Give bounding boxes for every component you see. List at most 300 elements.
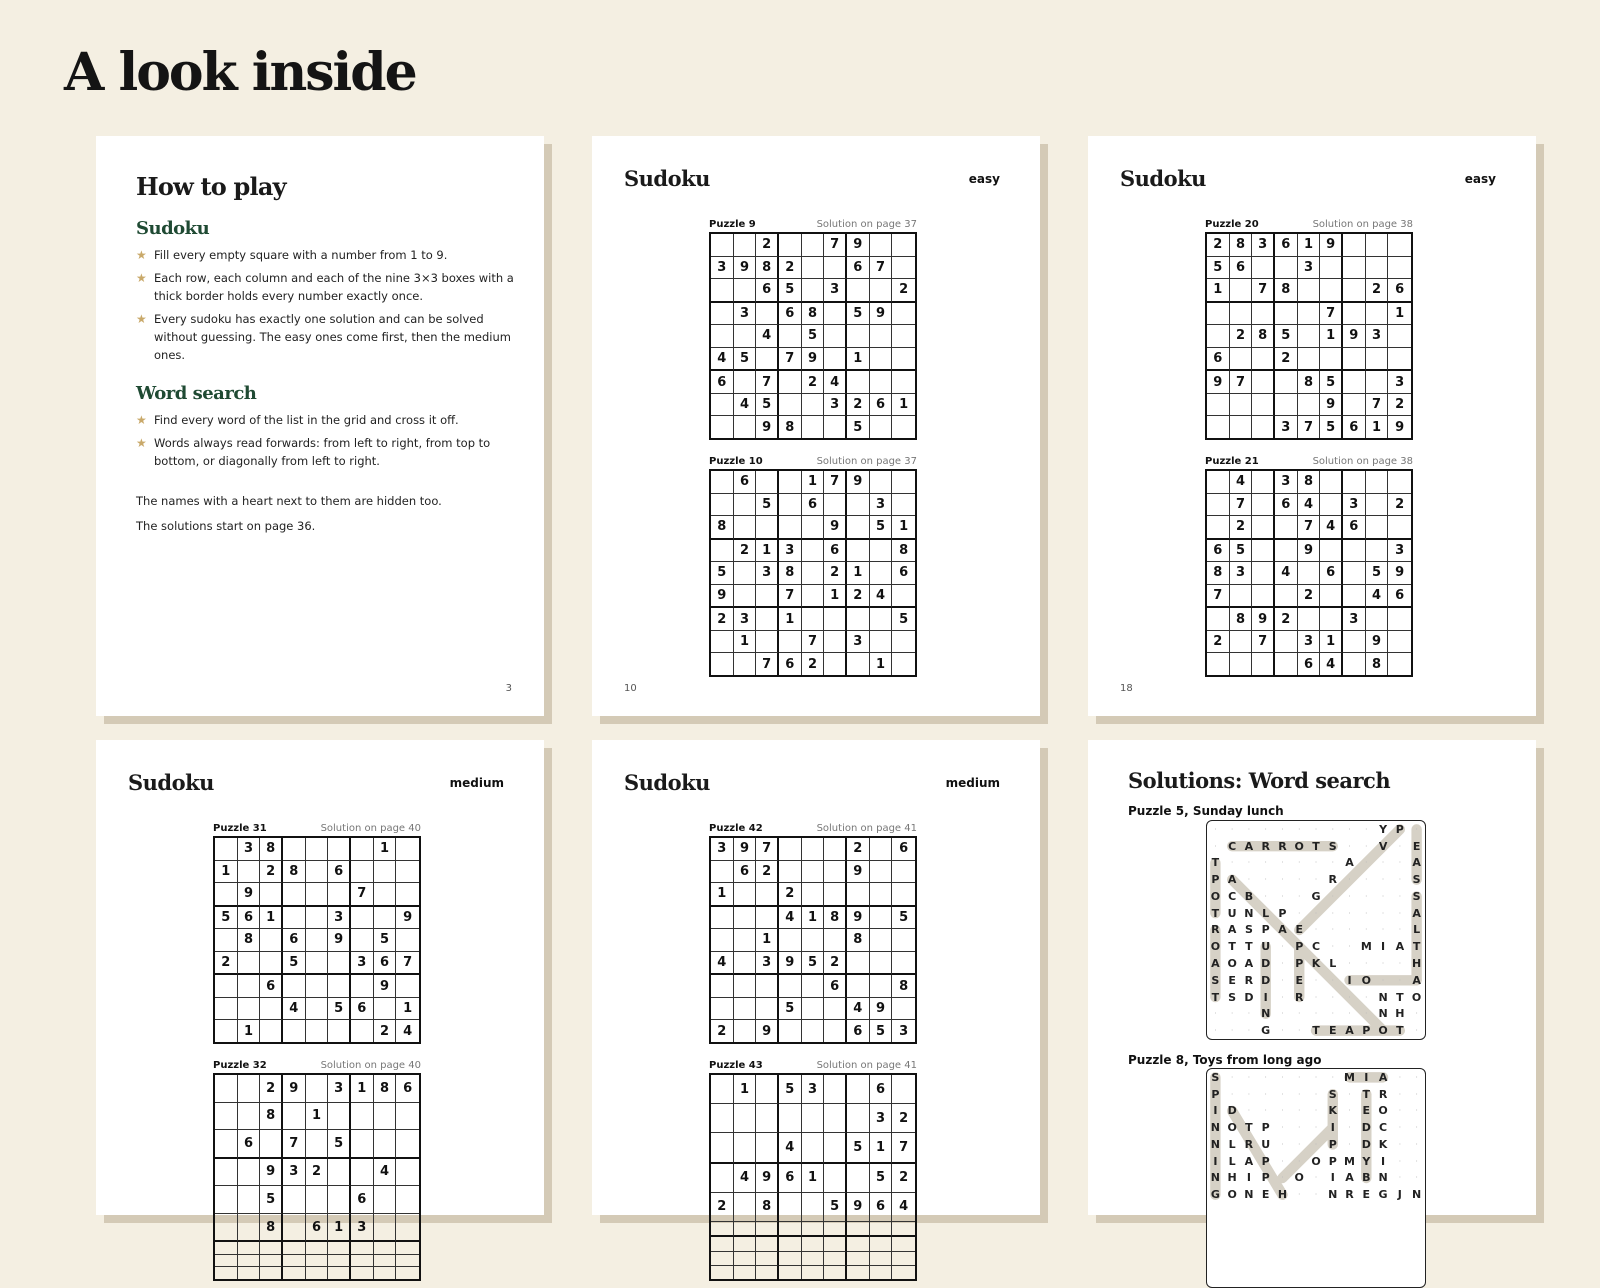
sudoku-cell: 2 [824,952,847,976]
rule-text: Fill every empty square with a number from 1 to 9. [154,248,448,262]
word-search-cell: · [1230,1089,1234,1099]
sudoku-cell [847,371,870,394]
puzzle-header [709,1055,917,1071]
sudoku-cell [374,1103,397,1131]
sudoku-cell [1275,653,1298,675]
sudoku-cell [1252,585,1275,609]
sudoku-cell: 7 [1252,279,1275,303]
word-search-cell: A [1227,923,1237,937]
sudoku-cell [374,1130,397,1159]
sudoku-cell [1388,234,1411,257]
sudoku-cell [756,907,779,930]
word-search-cell: · [1230,1072,1234,1082]
sudoku-cell: 1 [870,653,893,675]
word-search-cell: · [1398,975,1402,985]
sudoku-cell: 7 [824,471,847,494]
sudoku-cell: 1 [1207,279,1230,303]
sudoku-cell [1320,585,1343,609]
word-search-cell: O [1361,973,1371,987]
word-search-cell: · [1264,1106,1267,1116]
word-search-cell: · [1381,891,1385,901]
page-how-to-play [96,136,544,716]
difficulty-label: easy [1464,172,1496,186]
sudoku-cell [802,1237,825,1251]
sudoku-cell: 4 [779,907,802,930]
sudoku-cell: 4 [734,394,757,417]
word-search-cell: R [1244,973,1254,987]
sudoku-cell: 8 [374,1075,397,1103]
sudoku-cell [802,608,825,631]
sudoku-cell [306,1255,329,1268]
rule-item [136,310,516,364]
solution-reference: Solution on page 40 [320,823,421,834]
sudoku-cell [734,1193,757,1222]
sudoku-cell: 8 [238,929,261,952]
sudoku-cell: 1 [779,608,802,631]
sudoku-cell [734,975,757,998]
sudoku-cell [1298,348,1321,372]
word-search-cell: T [1228,940,1236,954]
sudoku-cell: 7 [1207,585,1230,609]
word-search-cell: E [1362,1188,1371,1202]
sudoku-cell: 9 [1395,419,1405,435]
sudoku-cell: 8 [283,861,306,884]
sudoku-cell [1298,279,1321,303]
word-search-cell: L [1228,1154,1236,1168]
sudoku-cell [283,1255,306,1268]
word-search-cell: · [1214,824,1217,834]
word-search-cell: · [1281,975,1284,985]
sudoku-cell: 9 [847,471,870,494]
sudoku-cell [306,998,329,1021]
solution-reference: Solution on page 41 [816,1060,917,1071]
sudoku-cell: 2 [756,861,779,884]
sudoku-cell [756,1252,779,1266]
sudoku-cell: 6 [779,1164,802,1193]
sudoku-grid [709,1073,917,1281]
sudoku-cell [734,907,757,930]
puzzle-label: Puzzle 20 [1205,219,1259,230]
sudoku-cell [260,1267,283,1279]
sudoku-cell [802,1266,825,1279]
sudoku-cell [892,494,915,517]
sudoku-cell [1275,516,1298,540]
sudoku-cell [215,929,238,952]
sudoku-cell [283,1267,306,1279]
word-search-cell: P [1211,873,1220,887]
word-search-cell: · [1297,1190,1301,1200]
sudoku-cell [892,325,915,348]
word-search-cell: L [1413,923,1421,937]
sudoku-cell: 4 [756,325,779,348]
sudoku-cell: 8 [260,838,283,861]
sudoku-cell: 3 [1343,494,1366,517]
sudoku-cell: 6 [351,998,374,1021]
sudoku-cell [711,907,734,930]
word-search-cell: N [1210,1171,1220,1185]
word-search-cell: · [1297,1089,1301,1099]
word-search-cell: I [1347,973,1352,987]
sudoku-cell [779,838,802,861]
word-search-cell: N [1378,1171,1388,1185]
difficulty-label: medium [449,776,504,790]
sudoku-cell: 2 [711,1020,734,1042]
sudoku-cell [374,883,397,907]
sudoku-cell: 9 [870,998,893,1021]
sudoku-cell [1252,348,1275,372]
word-search-cell: S [1244,923,1253,937]
sudoku-cell [1320,257,1343,280]
word-search-cell: · [1314,1173,1318,1183]
sudoku-cell: 2 [1275,348,1298,372]
word-search-cell: · [1281,1089,1284,1099]
word-search-cell: O [1294,1171,1304,1185]
page-title: Sudoku [1120,166,1206,191]
sudoku-cell [1388,325,1411,348]
sudoku-cell [374,1242,397,1255]
word-search-cell: · [1230,824,1234,834]
sudoku-cell [283,907,306,930]
sudoku-cell [870,416,893,438]
sudoku-cell: 6 [892,838,915,861]
sudoku-cell: 5 [892,608,915,631]
sudoku-cell [824,325,847,348]
sudoku-cell [847,883,870,907]
sudoku-cell [870,279,893,303]
word-search-cell: · [1398,875,1402,885]
sudoku-cell [779,631,802,654]
sudoku-cell: 4 [1366,585,1389,609]
sudoku-cell: 5 [892,907,915,930]
sudoku-cell [1252,257,1275,280]
sudoku-cell: 9 [283,1075,306,1103]
sudoku-cell: 2 [756,234,779,257]
word-search-cell: · [1281,942,1284,952]
word-search-cell: E [1295,923,1303,937]
sudoku-cell [756,883,779,907]
sudoku-cell [1275,540,1298,563]
sudoku-rules-list [136,246,516,369]
word-search-cell: N [1244,1188,1254,1202]
sudoku-cell: 1 [756,540,779,563]
sudoku-cell: 3 [847,631,870,654]
word-search-cell: A [1244,839,1254,853]
sudoku-cell: 5 [711,562,734,585]
word-search-cell: C [1379,1121,1388,1135]
sudoku-cell [1320,608,1343,631]
sudoku-cell [1252,371,1275,394]
sudoku-cell: 3 [779,540,802,563]
word-search-cell: I [1213,1104,1218,1118]
sudoku-cell [711,1133,734,1163]
solution-reference: Solution on page 37 [816,219,917,230]
sudoku-cell [756,1237,779,1251]
sudoku-cell [711,653,734,675]
solutions-note: The solutions start on page 36. [136,519,316,533]
sudoku-cell: 9 [756,1020,779,1042]
sudoku-cell: 8 [1207,562,1230,585]
sudoku-cell [734,371,757,394]
sudoku-cell [1388,516,1411,540]
sudoku-cell: 2 [260,861,283,884]
sudoku-cell [756,1222,779,1237]
sudoku-cell: 9 [1320,234,1343,257]
word-search-cell: D [1361,1137,1371,1151]
sudoku-cell [734,1222,757,1237]
sudoku-cell: 7 [1366,394,1389,417]
word-search-cell: A [1412,973,1421,987]
sudoku-cell: 1 [802,1164,825,1193]
sudoku-cell [779,516,802,540]
word-search-cell: · [1314,1139,1318,1149]
sudoku-cell [870,471,893,494]
sudoku-cell: 4 [847,998,870,1021]
sudoku-cell [1275,371,1298,394]
word-search-cell: · [1365,824,1368,834]
sudoku-cell [396,1267,419,1279]
sudoku-cell [238,1159,261,1187]
sudoku-cell [734,952,757,976]
word-search-cell: P [1362,1024,1371,1038]
word-search-cell: R [1244,1137,1254,1151]
sudoku-cell: 2 [1207,631,1230,654]
word-search-cell: U [1261,940,1271,954]
word-search-cell: V [1378,839,1388,853]
sudoku-cell [756,975,779,998]
word-search-cell: · [1314,875,1318,885]
word-search-cell: · [1264,891,1267,901]
sudoku-cell: 5 [779,1075,802,1104]
word-search-cell: R [1328,873,1337,887]
sudoku-cell: 6 [870,394,893,417]
sudoku-cell [1230,279,1253,303]
word-search-cell: G [1261,1024,1271,1038]
sudoku-cell [847,1252,870,1266]
word-search-cell: I [1381,1154,1386,1168]
word-search-cell: · [1331,824,1335,834]
sudoku-cell [779,1266,802,1279]
sudoku-cell: 9 [847,861,870,884]
sudoku-cell [1366,257,1389,280]
sudoku-cell: 5 [756,394,779,417]
sudoku-cell [1207,416,1230,438]
word-search-label: Puzzle 5, Sunday lunch [1128,804,1284,818]
sudoku-cell: 6 [260,975,283,998]
word-search-cell: P [1261,923,1270,937]
word-search-cell: H [1411,957,1422,971]
sudoku-cell: 6 [847,257,870,280]
sudoku-cell [215,838,238,861]
sudoku-cell [306,883,329,907]
sudoku-cell: 9 [824,516,847,540]
sudoku-cell: 7 [1320,303,1343,326]
sudoku-cell [779,975,802,998]
word-search-cell: · [1247,1026,1251,1036]
sudoku-cell [396,975,419,998]
word-search-cell: H [1277,1188,1288,1202]
sudoku-cell: 8 [802,303,825,326]
sudoku-cell [1343,303,1366,326]
sudoku-cell [802,1020,825,1042]
sudoku-cell [802,1133,825,1163]
sudoku-cell [1207,653,1230,675]
sudoku-cell: 2 [215,952,238,976]
sudoku-cell [734,1252,757,1266]
word-search-cell: · [1398,959,1402,969]
sudoku-cell [734,883,757,907]
sudoku-cell: 6 [779,303,802,326]
word-search-cell: · [1348,1009,1351,1019]
sudoku-cell: 7 [1230,371,1253,394]
word-search-cell: A [1395,940,1405,954]
word-search-rules-list [136,411,516,475]
sudoku-cell [328,1020,351,1042]
sudoku-grid [709,232,917,440]
sudoku-cell [847,952,870,976]
sudoku-cell: 5 [260,1186,283,1214]
sudoku-cell: 5 [779,998,802,1021]
sudoku-cell: 9 [779,952,802,976]
sudoku-cell [892,257,915,280]
sudoku-cell: 1 [734,1075,757,1104]
word-search-cell: I [1330,1121,1335,1135]
sudoku-cell: 6 [824,975,847,998]
word-search-cell: U [1261,1137,1271,1151]
sudoku-cell [756,1075,779,1104]
sudoku-cell: 9 [847,1193,870,1222]
puzzle-header [1205,214,1413,230]
word-search-cell: O [1227,957,1237,971]
sudoku-cell [756,608,779,631]
sudoku-cell: 3 [1275,471,1298,494]
sudoku-cell: 2 [802,371,825,394]
word-search-cell: A [1412,906,1421,920]
sudoku-cell [802,929,825,952]
sudoku-puzzle [1205,214,1413,440]
word-search-cell: · [1281,1123,1284,1133]
sudoku-cell [870,371,893,394]
sudoku-cell [711,1164,734,1193]
sudoku-cell [1320,471,1343,494]
word-search-cell: R [1278,839,1287,853]
word-search-cell: · [1331,992,1335,1002]
sudoku-cell [238,952,261,976]
sudoku-cell [1366,234,1389,257]
page-title: Solutions: Word search [1128,768,1391,793]
word-search-cell: O [1378,1104,1388,1118]
sudoku-cell [396,1130,419,1159]
word-search-cell: E [1295,973,1303,987]
word-search-cell: J [1397,1188,1402,1202]
sudoku-cell: 2 [734,540,757,563]
sudoku-cell [847,516,870,540]
sudoku-cell [1388,257,1411,280]
word-search-cell: O [1227,1121,1237,1135]
sudoku-cell [1343,279,1366,303]
sudoku-cell [1298,608,1321,631]
sudoku-cell [711,1252,734,1266]
sudoku-cell [396,1103,419,1131]
sudoku-cell: 1 [756,929,779,952]
sudoku-cell [396,1159,419,1187]
sudoku-cell: 8 [892,540,915,563]
sudoku-cell [892,1252,915,1266]
sudoku-cell [756,471,779,494]
sudoku-cell: 8 [756,257,779,280]
sudoku-cell: 1 [215,861,238,884]
word-search-cell: · [1365,891,1368,901]
word-search-cell: P [1261,1171,1270,1185]
word-search-cell: · [1264,824,1267,834]
sudoku-cell: 1 [892,394,915,417]
sudoku-cell [779,1222,802,1237]
sudoku-cell [711,631,734,654]
sudoku-cell [1275,303,1298,326]
word-search-cell: O [1294,839,1304,853]
sudoku-cell: 6 [1230,257,1253,280]
sudoku-cell [260,952,283,976]
sudoku-cell [870,562,893,585]
sudoku-cell: 9 [238,883,261,907]
sudoku-cell [260,883,283,907]
sudoku-cell [306,1020,329,1042]
sudoku-cell: 4 [779,1133,802,1163]
sudoku-cell: 3 [1366,325,1389,348]
word-search-cell: N [1328,1188,1338,1202]
word-search-cell: · [1264,1089,1267,1099]
sudoku-cell: 8 [779,416,802,438]
sudoku-cell [238,1214,261,1243]
word-search-cell: · [1348,942,1351,952]
word-search-cell: N [1411,1188,1422,1202]
sudoku-cell [870,838,893,861]
word-search-cell: · [1281,858,1284,868]
sudoku-cell [1252,303,1275,326]
sudoku-cell: 7 [1298,416,1321,438]
word-search-cell: O [1210,940,1221,954]
sudoku-cell: 4 [1320,653,1343,675]
word-search-cell: · [1297,858,1301,868]
star-icon: ★ [136,413,147,427]
sudoku-cell [892,631,915,654]
page-sudoku-medium-2 [592,740,1040,1215]
sudoku-cell [892,929,915,952]
sudoku-cell: 5 [870,1164,893,1193]
sudoku-cell: 7 [824,234,847,257]
sudoku-cell [1388,348,1411,372]
word-search-cell: · [1314,1123,1318,1133]
sudoku-cell: 3 [351,952,374,976]
sudoku-cell [892,303,915,326]
sudoku-cell [306,952,329,976]
sudoku-cell [374,907,397,930]
sudoku-cell [238,1267,261,1279]
sudoku-cell [847,279,870,303]
sudoku-cell [734,1237,757,1251]
sudoku-cell [1366,471,1389,494]
word-search-cell: C [1228,839,1237,853]
sudoku-cell [1320,348,1343,372]
sudoku-cell: 1 [1366,416,1389,438]
sudoku-cell [328,952,351,976]
sudoku-cell [1275,585,1298,609]
sudoku-cell: 6 [870,1075,893,1104]
word-search-grid [1206,1068,1426,1288]
sudoku-cell [1388,608,1411,631]
sudoku-cell [892,653,915,675]
word-search-cell: P [1295,940,1304,954]
sudoku-cell: 8 [892,975,915,998]
